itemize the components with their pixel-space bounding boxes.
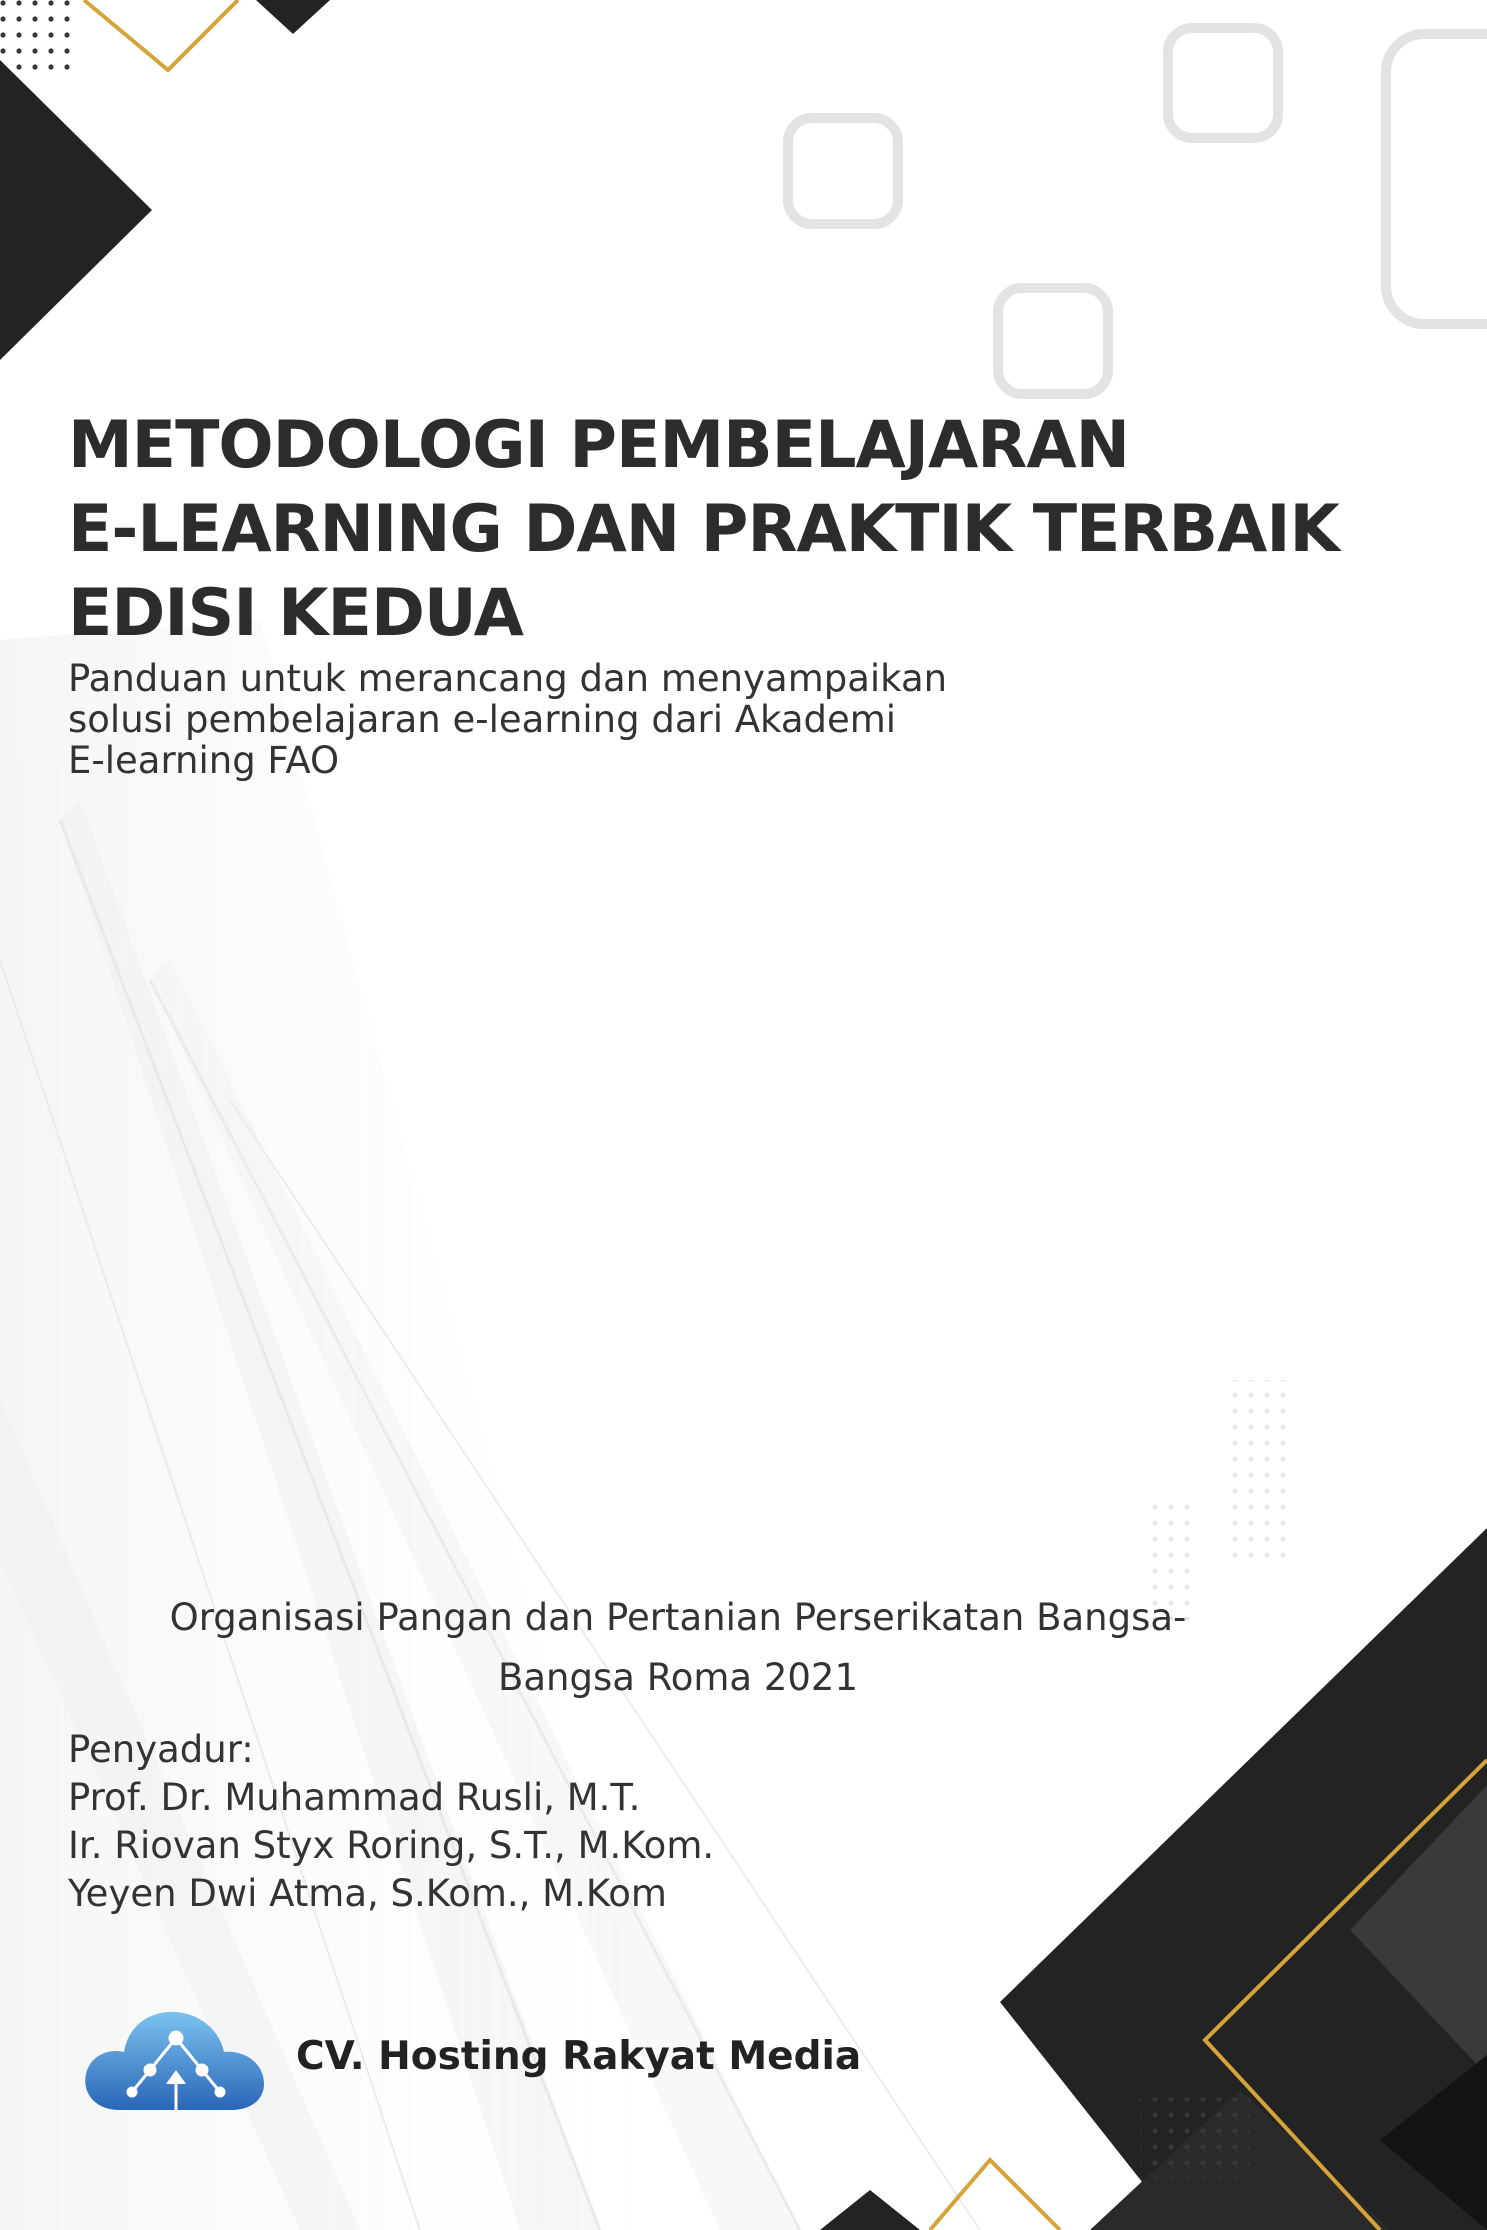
publisher-block <box>80 1992 980 2122</box>
author-name: Yeyen Dwi Atma, S.Kom., M.Kom <box>68 1872 667 1915</box>
book-subtitle <box>68 658 1218 781</box>
cloud-upload-network-icon <box>80 1992 270 2122</box>
title-line: EDISI KEDUA <box>68 576 523 651</box>
organization-line: Bangsa Roma 2021 <box>497 1656 859 1699</box>
top-left-ornament <box>0 0 330 360</box>
subtitle-line: E-learning FAO <box>68 739 340 782</box>
rounded-square-outlines <box>788 28 1487 394</box>
author-name: Ir. Riovan Styx Roring, S.T., M.Kom. <box>68 1824 715 1867</box>
title-line: METODOLOGI PEMBELAJARAN <box>68 408 1130 483</box>
publisher-name: CV. Hosting Rakyat Media <box>296 2034 862 2079</box>
subtitle-line: Panduan untuk merancang dan menyampaikan <box>68 657 948 700</box>
subtitle-line: solusi pembelajaran e-learning dari Akademi <box>68 698 897 741</box>
book-title <box>68 404 1428 656</box>
title-line: E-LEARNING DAN PRAKTIK TERBAIK <box>68 492 1339 567</box>
adapter-label: Penyadur: <box>68 1728 254 1771</box>
building-backdrop <box>0 620 980 2230</box>
author-name: Prof. Dr. Muhammad Rusli, M.T. <box>68 1776 641 1819</box>
source-organization <box>0 1588 1356 1708</box>
adapters-block <box>68 1726 968 1918</box>
grey-speckles <box>1150 1380 1290 1620</box>
organization-line: Organisasi Pangan dan Pertanian Perserikatan Bangsa- <box>169 1596 1187 1639</box>
